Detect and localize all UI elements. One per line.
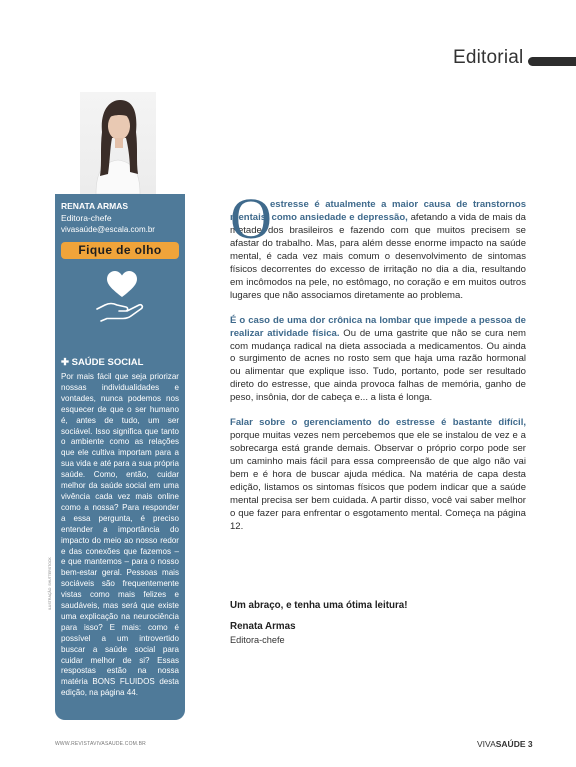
signature-name: Renata Armas [230, 621, 296, 632]
sidebar-panel [55, 194, 185, 720]
footer-website: WWW.REVISTAVIVASAUDE.COM.BR [55, 741, 146, 747]
paragraph-2 [230, 315, 526, 406]
paragraph-1 [230, 199, 526, 303]
editorial-article [230, 186, 526, 534]
page-number: 3 [527, 739, 533, 749]
section-title-editorial: Editorial [453, 47, 524, 68]
plus-icon: ✚ [61, 357, 72, 368]
author-name: RENATA ARMAS [61, 201, 129, 211]
paragraph-1-text: afetando a vida de mais da metade dos brasileiros e fazendo com que muitos precisem se afastar do trabalho. Mas, para além desse enorme impacto na saúde mental, é cada vez mais comum o desenvolvimento de sintomas físicos decorrentes do excesso de irritação no dia a dia, resultando em incômodos na pele, no estômago, no coração e em muitos outros lugares que não associamos diretamente ao problema. [230, 211, 526, 301]
header-accent-bar [528, 57, 576, 66]
paragraph-2-text: Ou de uma gastrite que não se cura nem com mudança radical na dieta associada a medicamentos. Ou ainda o surgimento de acnes no rosto sem que haja uma razão hormonal ou alimentar que explique isso. Tudo, portanto, pode ser resultado direto do estresse, que ainda provoca falhas de memória, ganho de peso, insônia, dor de cabeça e... a lista é longa. [230, 327, 526, 404]
footer-magazine-bold: SAÚDE [495, 739, 526, 749]
closing-line: Um abraço, e tenha uma ótima leitura! [230, 600, 408, 611]
paragraph-3-highlight: Falar sobre o gerenciamento do estresse é bastante difícil, [230, 417, 526, 429]
heart-in-hand-icon [93, 267, 151, 325]
saude-social-body: Por mais fácil que seja priorizar nossas individualidades e vontades, nunca podemos nos esquecer de que o ser humano é, antes de tudo, um ser sociável. Isso significa que tanto o ambiente como as relações que ele cultiva importam para a sua vida e até para a sua própria saúde. Como, então, cuidar melhor da saúde social em uma vivência cada vez mais online como a nossa? Para responder a essa pergunta, é preciso entender a importância do impacto do meio ao nosso redor e das conexões que fazemos – e que mantemos – para o nosso bem-estar geral. Pessoas mais sociáveis são frequentemente vistas como mais felizes e saudáveis, mas será que existe uma explicação na neurociência para isso? E mais: como é possível a um introvertido buscar a saúde social para cuidar melhor de si? Essas respostas estão na nossa matéria BONS FLUIDOS desta edição, na página 44. [61, 372, 179, 698]
footer-magazine-prefix: VIVA [477, 739, 496, 749]
author-email: vivasaúde@escala.com.br [61, 225, 155, 234]
author-portrait-illustration [80, 92, 156, 194]
paragraph-3-text: porque muitas vezes nem percebemos que ele se instalou de vez e a sobrecarga está grande demais. Observar o próprio corpo pode ser um caminho mais fácil para essa compreensão de que algo não vai bem e é hora de buscar ajuda médica. Na matéria de capa desta edição, listamos os sintomas físicos que podem indicar que a saúde mental precisa ser bem cuidada. A partir disso, você vai saber melhor o que fazer para enfrentar o esgotamento mental. Começa na página 12. [230, 430, 526, 532]
drop-cap: O [230, 186, 272, 251]
author-role: Editora-chefe [61, 213, 112, 223]
paragraph-2-highlight: É o caso de uma dor crônica na lombar que impede a pessoa de realizar atividade física. [230, 314, 526, 339]
paragraph-1-highlight: estresse é atualmente a maior causa de transtornos mentais, como ansiedade e depressão, [230, 199, 526, 223]
photo-credit: ILUSTRAÇÃO: SHUTTERSTOCK [48, 557, 52, 610]
signature-role: Editora-chefe [230, 635, 285, 645]
paragraph-3 [230, 417, 526, 534]
saude-social-title: ✚ SAÚDE SOCIAL [61, 357, 144, 368]
author-photo [80, 92, 156, 194]
footer-magazine-page [477, 739, 533, 749]
fique-de-olho-badge: Fique de olho [61, 242, 179, 259]
